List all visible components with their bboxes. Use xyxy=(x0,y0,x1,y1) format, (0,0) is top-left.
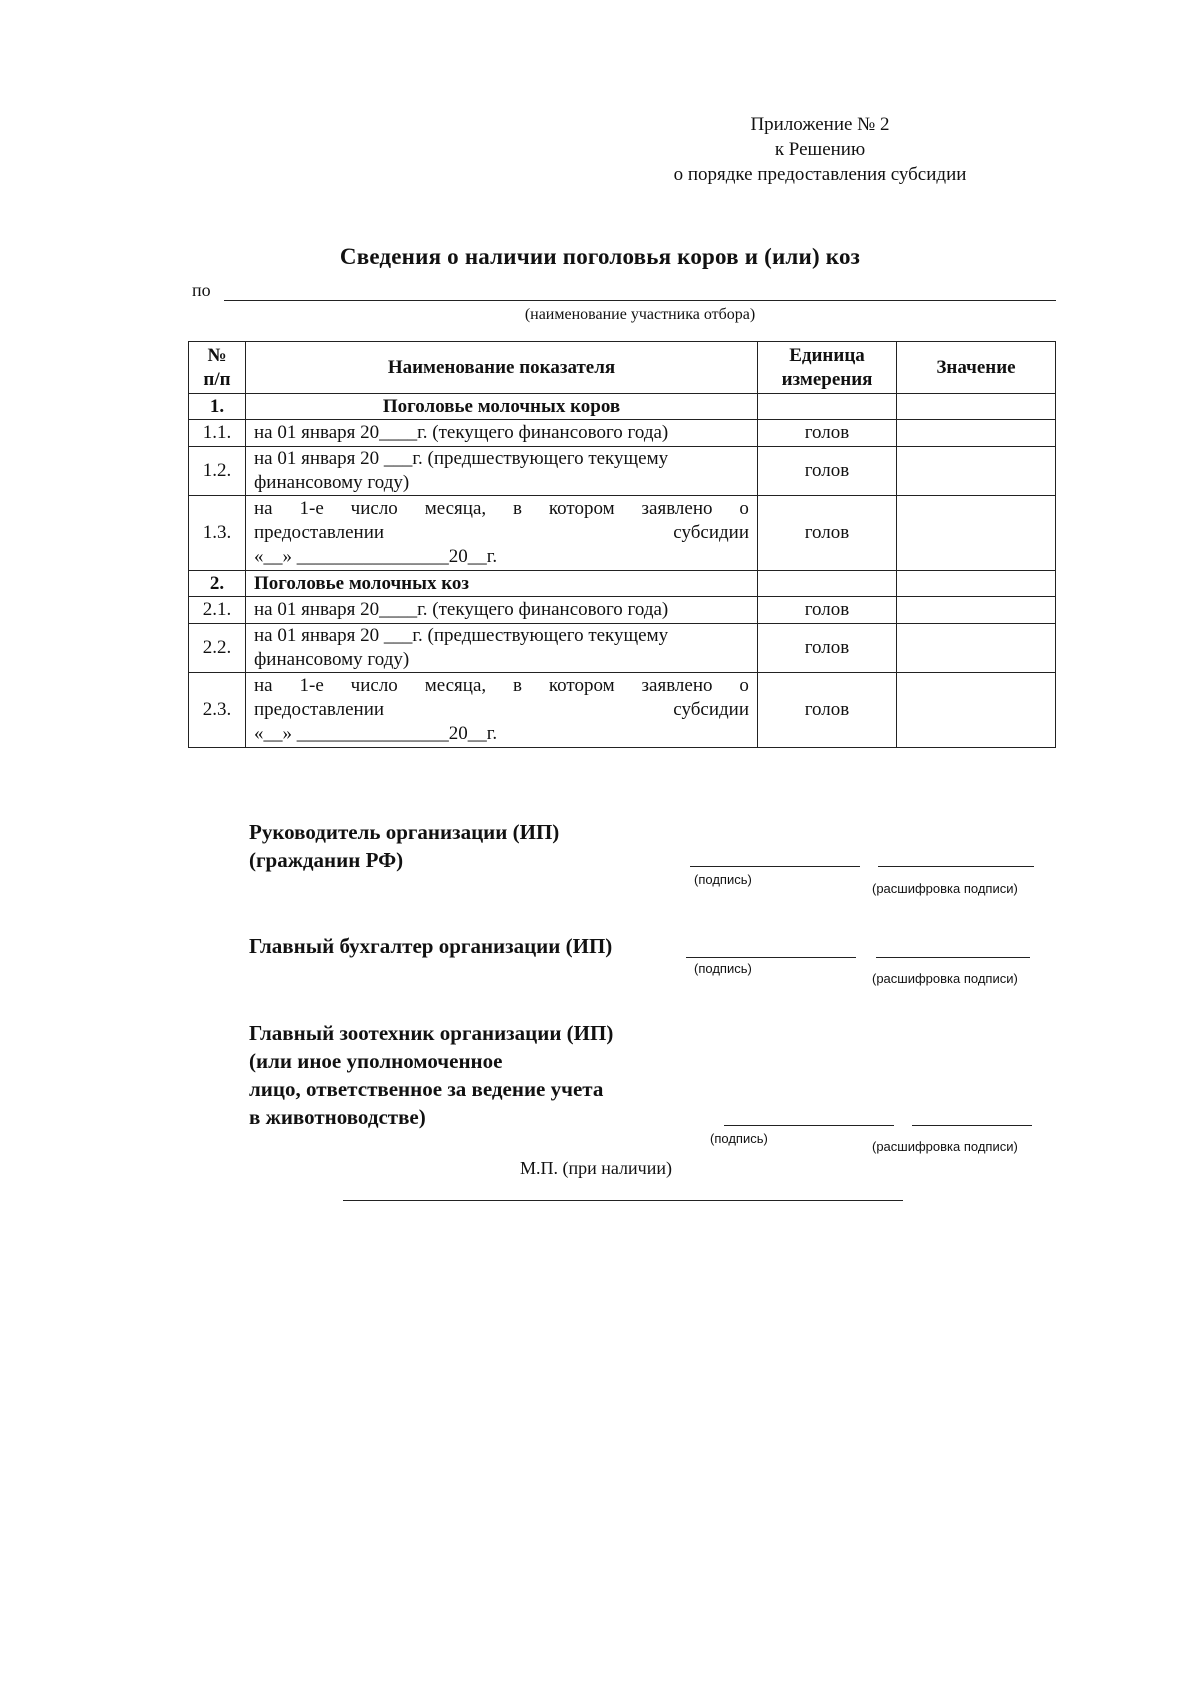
row-name-line-3: «__» ________________20__г. xyxy=(254,723,498,744)
table-row xyxy=(189,496,1056,571)
head-signature-field[interactable] xyxy=(690,866,860,867)
word: в xyxy=(513,498,523,519)
word: 1-е xyxy=(299,498,324,519)
table-row xyxy=(189,597,1056,624)
header-value: Значение xyxy=(897,342,1056,394)
document-title: Сведения о наличии поголовья коров и (или) коз xyxy=(339,244,861,269)
table-row xyxy=(189,624,1056,673)
word: предоставлении xyxy=(254,699,385,720)
zootech-label-line-1: Главный зоотехник организации (ИП) xyxy=(249,1021,614,1045)
row-name xyxy=(246,673,758,748)
annex-line-1: Приложение № 2 xyxy=(750,114,890,135)
row-value-cell[interactable] xyxy=(897,624,1056,673)
annex-line-3: о порядке предоставления субсидии xyxy=(673,164,967,185)
word: котором xyxy=(548,675,615,696)
header-num xyxy=(189,342,246,394)
row-unit: голов xyxy=(758,624,897,673)
row-name: на 01 января 20____г. (текущего финансового года) xyxy=(246,597,758,624)
row-value-cell[interactable] xyxy=(897,496,1056,571)
zootechnician-signature-field[interactable] xyxy=(724,1125,894,1126)
zootechnician-name-decode-field[interactable] xyxy=(912,1125,1032,1126)
row-unit: голов xyxy=(758,496,897,571)
table-header-row xyxy=(189,342,1056,394)
livestock-table xyxy=(188,341,1056,748)
participant-name-field[interactable] xyxy=(224,300,1056,301)
head-name-decode-field[interactable] xyxy=(878,866,1034,867)
word: предоставлении xyxy=(254,522,385,543)
accountant-name-decode-field[interactable] xyxy=(876,957,1030,958)
row-name-line-1 xyxy=(254,674,749,698)
word: заявлено xyxy=(641,498,713,519)
word: заявлено xyxy=(641,675,713,696)
head-signatory-label xyxy=(249,818,559,874)
row-unit: голов xyxy=(758,420,897,447)
bottom-rule xyxy=(343,1200,903,1201)
header-num-line-1: № xyxy=(207,344,227,366)
zootech-label-line-2: (или иное уполномоченное xyxy=(249,1049,503,1073)
header-unit xyxy=(758,342,897,394)
row-num: 2. xyxy=(189,571,246,597)
row-name-line-1: на 01 января 20 ___г. (предшествующего текущему xyxy=(254,625,669,646)
word: на xyxy=(254,498,273,519)
row-name-line-2 xyxy=(254,698,749,722)
row-value-cell[interactable] xyxy=(897,673,1056,748)
row-value-cell[interactable] xyxy=(897,447,1056,496)
row-name-line-1 xyxy=(254,497,749,521)
table-row xyxy=(189,394,1056,420)
word: котором xyxy=(548,498,615,519)
row-num: 1. xyxy=(189,394,246,420)
table-row xyxy=(189,571,1056,597)
zootechnician-signature-caption: (подпись) xyxy=(710,1131,768,1146)
word: субсидии xyxy=(673,699,749,720)
word: о xyxy=(739,675,749,696)
row-name: Поголовье молочных коз xyxy=(246,571,758,597)
accountant-signature-caption: (подпись) xyxy=(694,961,752,976)
word: число xyxy=(350,498,398,519)
header-name: Наименование показателя xyxy=(246,342,758,394)
header-unit-line-2: измерения xyxy=(781,368,873,390)
word: в xyxy=(513,675,523,696)
row-name xyxy=(246,624,758,673)
po-label: по xyxy=(192,280,211,300)
table-row xyxy=(189,420,1056,447)
word: месяца, xyxy=(424,498,487,519)
row-name xyxy=(246,447,758,496)
row-name-line-3: «__» ________________20__г. xyxy=(254,546,498,567)
head-label-line-2: (гражданин РФ) xyxy=(249,848,404,872)
row-unit xyxy=(758,571,897,597)
zootechnician-signatory-label xyxy=(249,1019,613,1131)
row-value-cell[interactable] xyxy=(897,571,1056,597)
word: субсидии xyxy=(673,522,749,543)
row-name-line-2: финансовому году) xyxy=(254,472,410,493)
row-num: 1.3. xyxy=(189,496,246,571)
row-num: 2.1. xyxy=(189,597,246,624)
row-value-cell[interactable] xyxy=(897,420,1056,447)
word: число xyxy=(350,675,398,696)
row-name xyxy=(246,496,758,571)
table-row xyxy=(189,673,1056,748)
word: о xyxy=(739,498,749,519)
row-num: 1.2. xyxy=(189,447,246,496)
accountant-signature-field[interactable] xyxy=(686,957,856,958)
head-signature-caption: (подпись) xyxy=(694,872,752,887)
row-unit: голов xyxy=(758,673,897,748)
row-value-cell[interactable] xyxy=(897,597,1056,624)
row-name-line-2: финансовому году) xyxy=(254,649,410,670)
zootech-label-line-4: в животноводстве) xyxy=(249,1105,426,1129)
table-row xyxy=(189,447,1056,496)
row-unit: голов xyxy=(758,447,897,496)
zootechnician-decode-caption: (расшифровка подписи) xyxy=(872,1139,1018,1154)
participant-name-hint: (наименование участника отбора) xyxy=(524,306,756,323)
row-name: на 01 января 20____г. (текущего финансового года) xyxy=(246,420,758,447)
stamp-place-label: М.П. (при наличии) xyxy=(520,1158,672,1178)
head-label-line-1: Руководитель организации (ИП) xyxy=(249,820,560,844)
zootech-label-line-3: лицо, ответственное за ведение учета xyxy=(249,1077,604,1101)
word: 1-е xyxy=(299,675,324,696)
word: на xyxy=(254,675,273,696)
header-unit-line-1: Единица xyxy=(789,344,865,366)
accountant-signatory-label: Главный бухгалтер организации (ИП) xyxy=(249,934,613,958)
header-num-line-2: п/п xyxy=(203,368,231,390)
word: месяца, xyxy=(424,675,487,696)
row-name-line-1: на 01 января 20 ___г. (предшествующего текущему xyxy=(254,448,669,469)
row-num: 1.1. xyxy=(189,420,246,447)
row-name: Поголовье молочных коров xyxy=(246,394,758,420)
annex-line-2: к Решению xyxy=(774,139,866,160)
head-decode-caption: (расшифровка подписи) xyxy=(872,881,1018,896)
accountant-decode-caption: (расшифровка подписи) xyxy=(872,971,1018,986)
annex-header xyxy=(600,112,1040,187)
row-num: 2.3. xyxy=(189,673,246,748)
row-unit xyxy=(758,394,897,420)
row-name-line-2 xyxy=(254,521,749,545)
row-value-cell[interactable] xyxy=(897,394,1056,420)
row-num: 2.2. xyxy=(189,624,246,673)
row-unit: голов xyxy=(758,597,897,624)
